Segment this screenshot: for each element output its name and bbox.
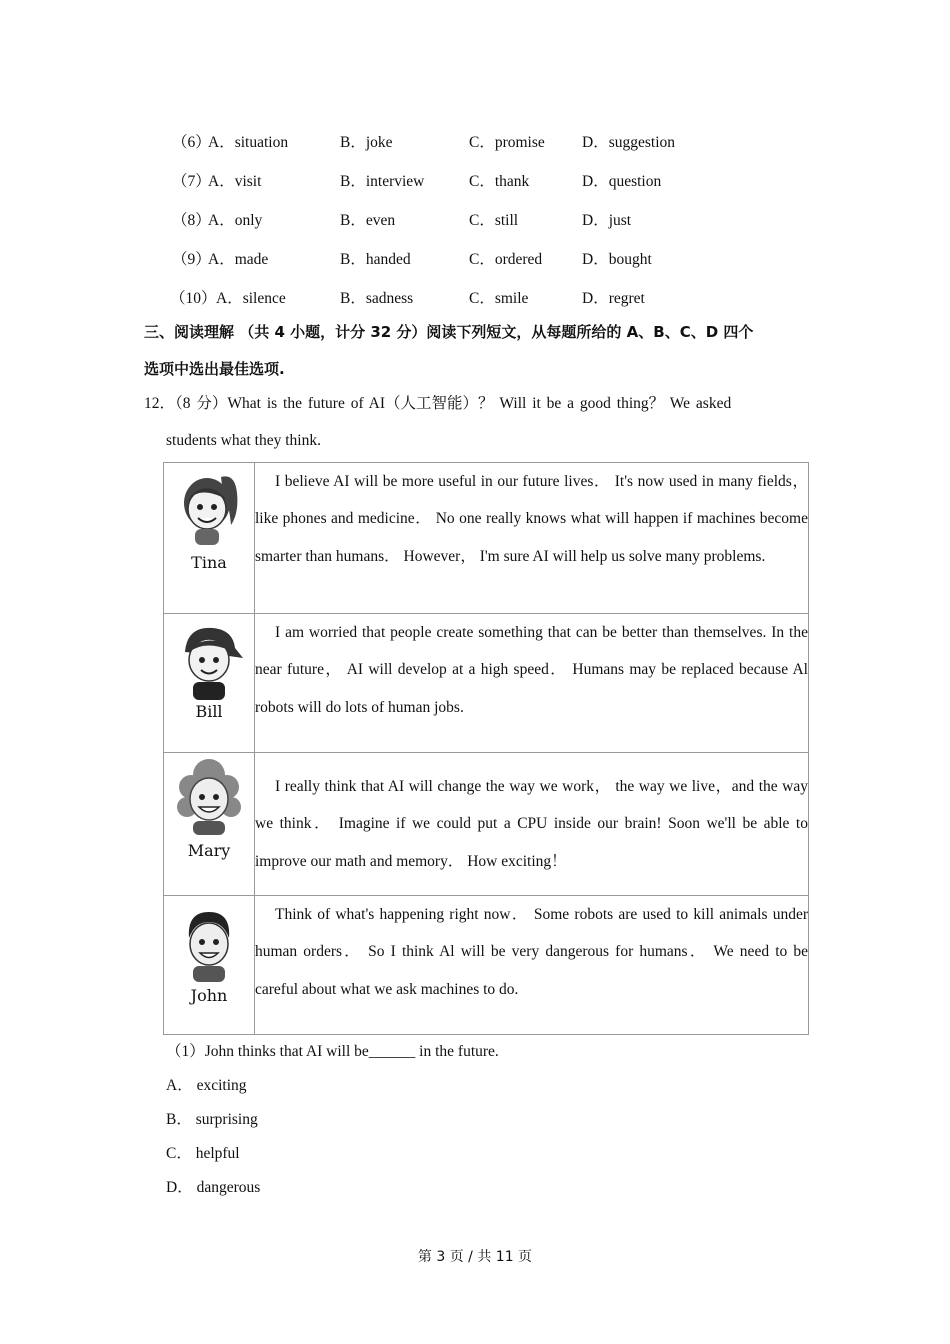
speaker-text: I believe AI will be more useful in our future lives． It's now used in many fields， like phones and medicine． No one really knows what will happen if machines become smarter than humans． However， I'm sure AI will help us solve many problems. bbox=[255, 463, 809, 614]
option-a: A．only bbox=[208, 212, 263, 229]
option-b: B．sadness bbox=[340, 290, 414, 307]
option-d: D．just bbox=[582, 212, 632, 229]
option-b: B．joke bbox=[340, 134, 393, 151]
option-number: （10） bbox=[170, 290, 217, 307]
avatar bbox=[164, 902, 254, 1005]
page-footer: 第 3 页 / 共 11 页 bbox=[417, 1249, 533, 1265]
question-12-line2: students what they think. bbox=[166, 432, 321, 449]
portrait-cell bbox=[164, 614, 255, 753]
girl-curly-icon bbox=[169, 757, 249, 843]
sub-question: （1）John thinks that AI will be______ in the future. bbox=[166, 1043, 499, 1060]
section-heading bbox=[144, 314, 808, 388]
speaker-name: Tina bbox=[191, 553, 227, 572]
boy-icon bbox=[169, 902, 249, 988]
option-a: A．silence bbox=[216, 290, 286, 307]
option-c: C．ordered bbox=[469, 251, 543, 268]
section-heading-line1: 三、阅读理解 （共 4 小题，计分 32 分）阅读下列短文，从每题所给的 A、B、C、D 四个 bbox=[144, 323, 754, 341]
option-d: D．bought bbox=[582, 251, 652, 268]
option-number: （6） bbox=[172, 134, 211, 151]
speaker-text: I really think that AI will change the way we work， the way we live，and the way we think． Imagine if we could put a CPU inside our brain! Soon we'll be able to improve our math and memory． How exciting！ bbox=[255, 753, 809, 896]
portrait-cell bbox=[164, 463, 255, 614]
choice-d[interactable]: D． dangerous bbox=[166, 1179, 261, 1196]
question-12-intro bbox=[144, 385, 806, 459]
portrait-cell bbox=[164, 753, 255, 896]
table-row bbox=[164, 753, 809, 896]
option-a: A．made bbox=[208, 251, 269, 268]
avatar bbox=[164, 757, 254, 860]
choice-b[interactable]: B． surprising bbox=[166, 1111, 258, 1128]
avatar bbox=[164, 618, 254, 721]
speaker-name: Bill bbox=[195, 702, 223, 721]
option-d: D．suggestion bbox=[582, 134, 676, 151]
option-a: A．situation bbox=[208, 134, 289, 151]
portrait-cell bbox=[164, 896, 255, 1035]
option-number: （7） bbox=[172, 173, 211, 190]
speaker-text: Think of what's happening right now． Some robots are used to kill animals under human orders． So I think Al will be very dangerous for humans． We need to be careful about what we ask machines to do. bbox=[255, 896, 809, 1035]
table-row bbox=[164, 896, 809, 1035]
choice-a[interactable]: A． exciting bbox=[166, 1077, 247, 1094]
choice-c[interactable]: C． helpful bbox=[166, 1145, 240, 1162]
boy-cap-icon bbox=[169, 618, 249, 704]
option-c: C．promise bbox=[469, 134, 545, 151]
girl-ponytail-icon bbox=[169, 463, 249, 555]
table-row bbox=[164, 463, 809, 614]
question-12-line1: 12．（8 分）What is the future of AI（人工智能）？ Will it be a good thing？ We asked bbox=[144, 395, 732, 412]
speaker-name: Mary bbox=[187, 841, 231, 860]
speaker-text: I am worried that people create something that can be better than themselves. In the near future， AI will develop at a high speed． Humans may be replaced because Al robots will do lots of human jobs. bbox=[255, 614, 809, 753]
option-a: A．visit bbox=[208, 173, 262, 190]
option-d: D．question bbox=[582, 173, 662, 190]
option-c: C．thank bbox=[469, 173, 530, 190]
speaker-name: John bbox=[190, 986, 228, 1005]
reading-table bbox=[163, 462, 809, 1035]
option-b: B．even bbox=[340, 212, 396, 229]
option-b: B．interview bbox=[340, 173, 425, 190]
avatar bbox=[164, 463, 254, 572]
option-c: C．still bbox=[469, 212, 519, 229]
option-number: （9） bbox=[172, 251, 211, 268]
option-c: C．smile bbox=[469, 290, 529, 307]
option-b: B．handed bbox=[340, 251, 411, 268]
option-number: （8） bbox=[172, 212, 211, 229]
option-d: D．regret bbox=[582, 290, 645, 307]
section-heading-line2: 选项中选出最佳选项. bbox=[144, 360, 285, 378]
table-row bbox=[164, 614, 809, 753]
